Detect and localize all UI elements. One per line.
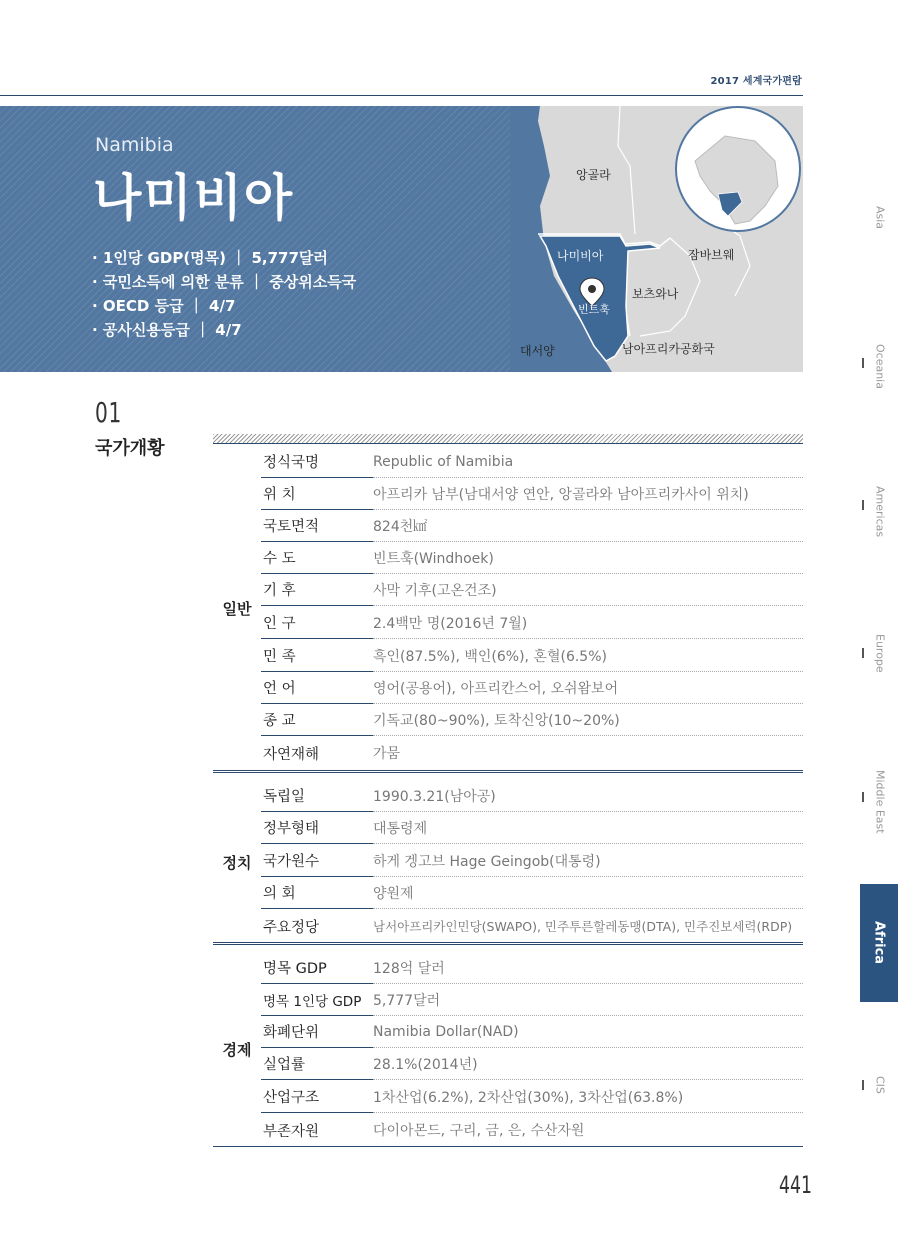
row-value: 대통령제 [373, 812, 803, 844]
table-row [261, 446, 803, 478]
row-key: 명목 1인당 GDP [261, 984, 373, 1016]
section-number: 01 [95, 396, 123, 429]
table-hatch-header [213, 434, 803, 444]
category-label: 경제 [222, 1040, 252, 1059]
table-row [261, 1016, 803, 1048]
row-key: 부존자원 [263, 1123, 320, 1140]
table-row [261, 780, 803, 812]
row-key: 실업률 [261, 1048, 373, 1080]
table-row [261, 607, 803, 639]
row-key: 정식국명 [261, 446, 373, 478]
row-key: 화폐단위 [261, 1016, 373, 1048]
row-value: 1990.3.21(남아공) [373, 780, 803, 812]
country-name-en: Namibia [95, 134, 174, 156]
tab-label: CIS [873, 1076, 887, 1094]
row-key: 독립일 [261, 780, 373, 812]
row-key: 주요정당 [263, 919, 320, 936]
tab-africa[interactable] [860, 884, 898, 1002]
table-row [261, 877, 803, 909]
tab-oceania[interactable] [862, 344, 898, 389]
map-label-zambia: 잠바브웨 [688, 248, 735, 262]
row-key: 산업구조 [261, 1081, 373, 1113]
country-name-ko: 나미비아 [93, 169, 295, 227]
table-row [261, 952, 803, 984]
table-row [261, 812, 803, 844]
page-number: 441 [779, 1171, 812, 1199]
row-key: 종 교 [261, 704, 373, 736]
row-key: 국토면적 [261, 510, 373, 542]
map-label-atlantic: 대서양 [520, 344, 555, 358]
row-value: 824천㎢ [373, 510, 803, 542]
section-title: 국가개황 [95, 438, 165, 459]
group-divider [213, 942, 803, 945]
row-value: 1차산업(6.2%), 2차산업(30%), 3차산업(63.8%) [373, 1081, 803, 1113]
row-value: Namibia Dollar(NAD) [373, 1016, 803, 1048]
fact-credit-grade: · 공사신용등급 ｜ 4/7 [92, 321, 242, 339]
table-row [261, 510, 803, 542]
group-divider [213, 770, 803, 773]
table-row [261, 910, 803, 942]
row-value: 하게 겡고브 Hage Geingob(대통령) [373, 845, 803, 877]
row-key: 자연재해 [263, 746, 320, 763]
row-value: 28.1%(2014년) [373, 1048, 803, 1080]
country-hero [0, 106, 510, 372]
map-label-botswana: 보츠와나 [632, 287, 679, 301]
row-value: 다이아몬드, 구리, 금, 은, 수산자원 [373, 1123, 585, 1139]
tab-label-active: Africa [871, 921, 887, 965]
tab-label: Americas [873, 486, 887, 538]
header-rule [0, 95, 803, 96]
category-label: 정치 [222, 853, 252, 872]
tab-label: Oceania [873, 344, 887, 389]
table-row [261, 1081, 803, 1113]
table-row [261, 574, 803, 606]
table-row [261, 984, 803, 1016]
table-row [261, 737, 803, 769]
row-value: 사막 기후(고온건조) [373, 574, 803, 606]
row-value: 양원제 [373, 877, 803, 909]
row-value: 빈트훅(Windhoek) [373, 542, 803, 574]
map-label-angola: 앙골라 [576, 168, 611, 182]
country-map [510, 106, 803, 372]
book-title: 2017 세계국가편람 [710, 76, 802, 87]
row-key: 정부형태 [261, 812, 373, 844]
table-row [261, 1048, 803, 1080]
map-label-south-africa: 남아프리카공화국 [622, 342, 715, 356]
table-row [261, 542, 803, 574]
table-row [261, 640, 803, 672]
fact-gdp: · 1인당 GDP(명목) ｜ 5,777달러 [92, 249, 328, 267]
row-value: 흑인(87.5%), 백인(6%), 혼혈(6.5%) [373, 640, 803, 672]
row-key: 명목 GDP [261, 952, 373, 984]
key-facts-list [92, 246, 356, 342]
row-value: 128억 달러 [373, 952, 803, 984]
row-value: 아프리카 남부(남대서양 연안, 앙골라와 남아프리카사이 위치) [373, 478, 803, 510]
row-key: 기 후 [261, 574, 373, 606]
row-key: 국가원수 [261, 845, 373, 877]
group-politics [213, 780, 803, 944]
row-value: 5,777달러 [373, 984, 803, 1016]
table-row [261, 478, 803, 510]
tab-middle-east[interactable] [862, 770, 898, 834]
table-row [261, 845, 803, 877]
row-key: 민 족 [261, 640, 373, 672]
tab-label: Middle East [873, 770, 887, 834]
map-label-namibia: 나미비아 [557, 249, 604, 263]
row-value: 남서아프리카인민당(SWAPO), 민주투른할레동맹(DTA), 민주진보세력(RDP) [373, 919, 793, 934]
row-key: 언 어 [261, 672, 373, 704]
row-value: Republic of Namibia [373, 446, 803, 478]
row-value: 가뭄 [373, 746, 401, 762]
group-general [213, 446, 803, 770]
row-key: 위 치 [261, 478, 373, 510]
tab-europe[interactable] [862, 634, 898, 673]
table-row [261, 1114, 803, 1146]
table-bottom-rule [213, 1146, 803, 1147]
table-row [261, 672, 803, 704]
fact-oecd-grade: · OECD 등급 ｜ 4/7 [92, 297, 236, 315]
map-label-capital: 빈트훅 [578, 303, 610, 316]
tab-cis[interactable] [862, 1076, 898, 1094]
category-label: 일반 [222, 599, 252, 618]
tab-asia[interactable] [862, 206, 898, 229]
map-graphic [510, 106, 803, 372]
tab-label: Europe [873, 634, 887, 673]
tab-label: Asia [873, 206, 887, 230]
row-value: 2.4백만 명(2016년 7월) [373, 607, 803, 639]
row-key: 인 구 [261, 607, 373, 639]
group-economy [213, 952, 803, 1146]
row-value: 기독교(80~90%), 토착신앙(10~20%) [373, 704, 803, 736]
row-key: 수 도 [261, 542, 373, 574]
tab-americas[interactable] [862, 486, 898, 537]
table-row [261, 704, 803, 736]
fact-income-class: · 국민소득에 의한 분류 ｜ 중상위소득국 [92, 273, 357, 291]
row-key: 의 회 [261, 877, 373, 909]
row-value: 영어(공용어), 아프리칸스어, 오쉬왐보어 [373, 672, 803, 704]
